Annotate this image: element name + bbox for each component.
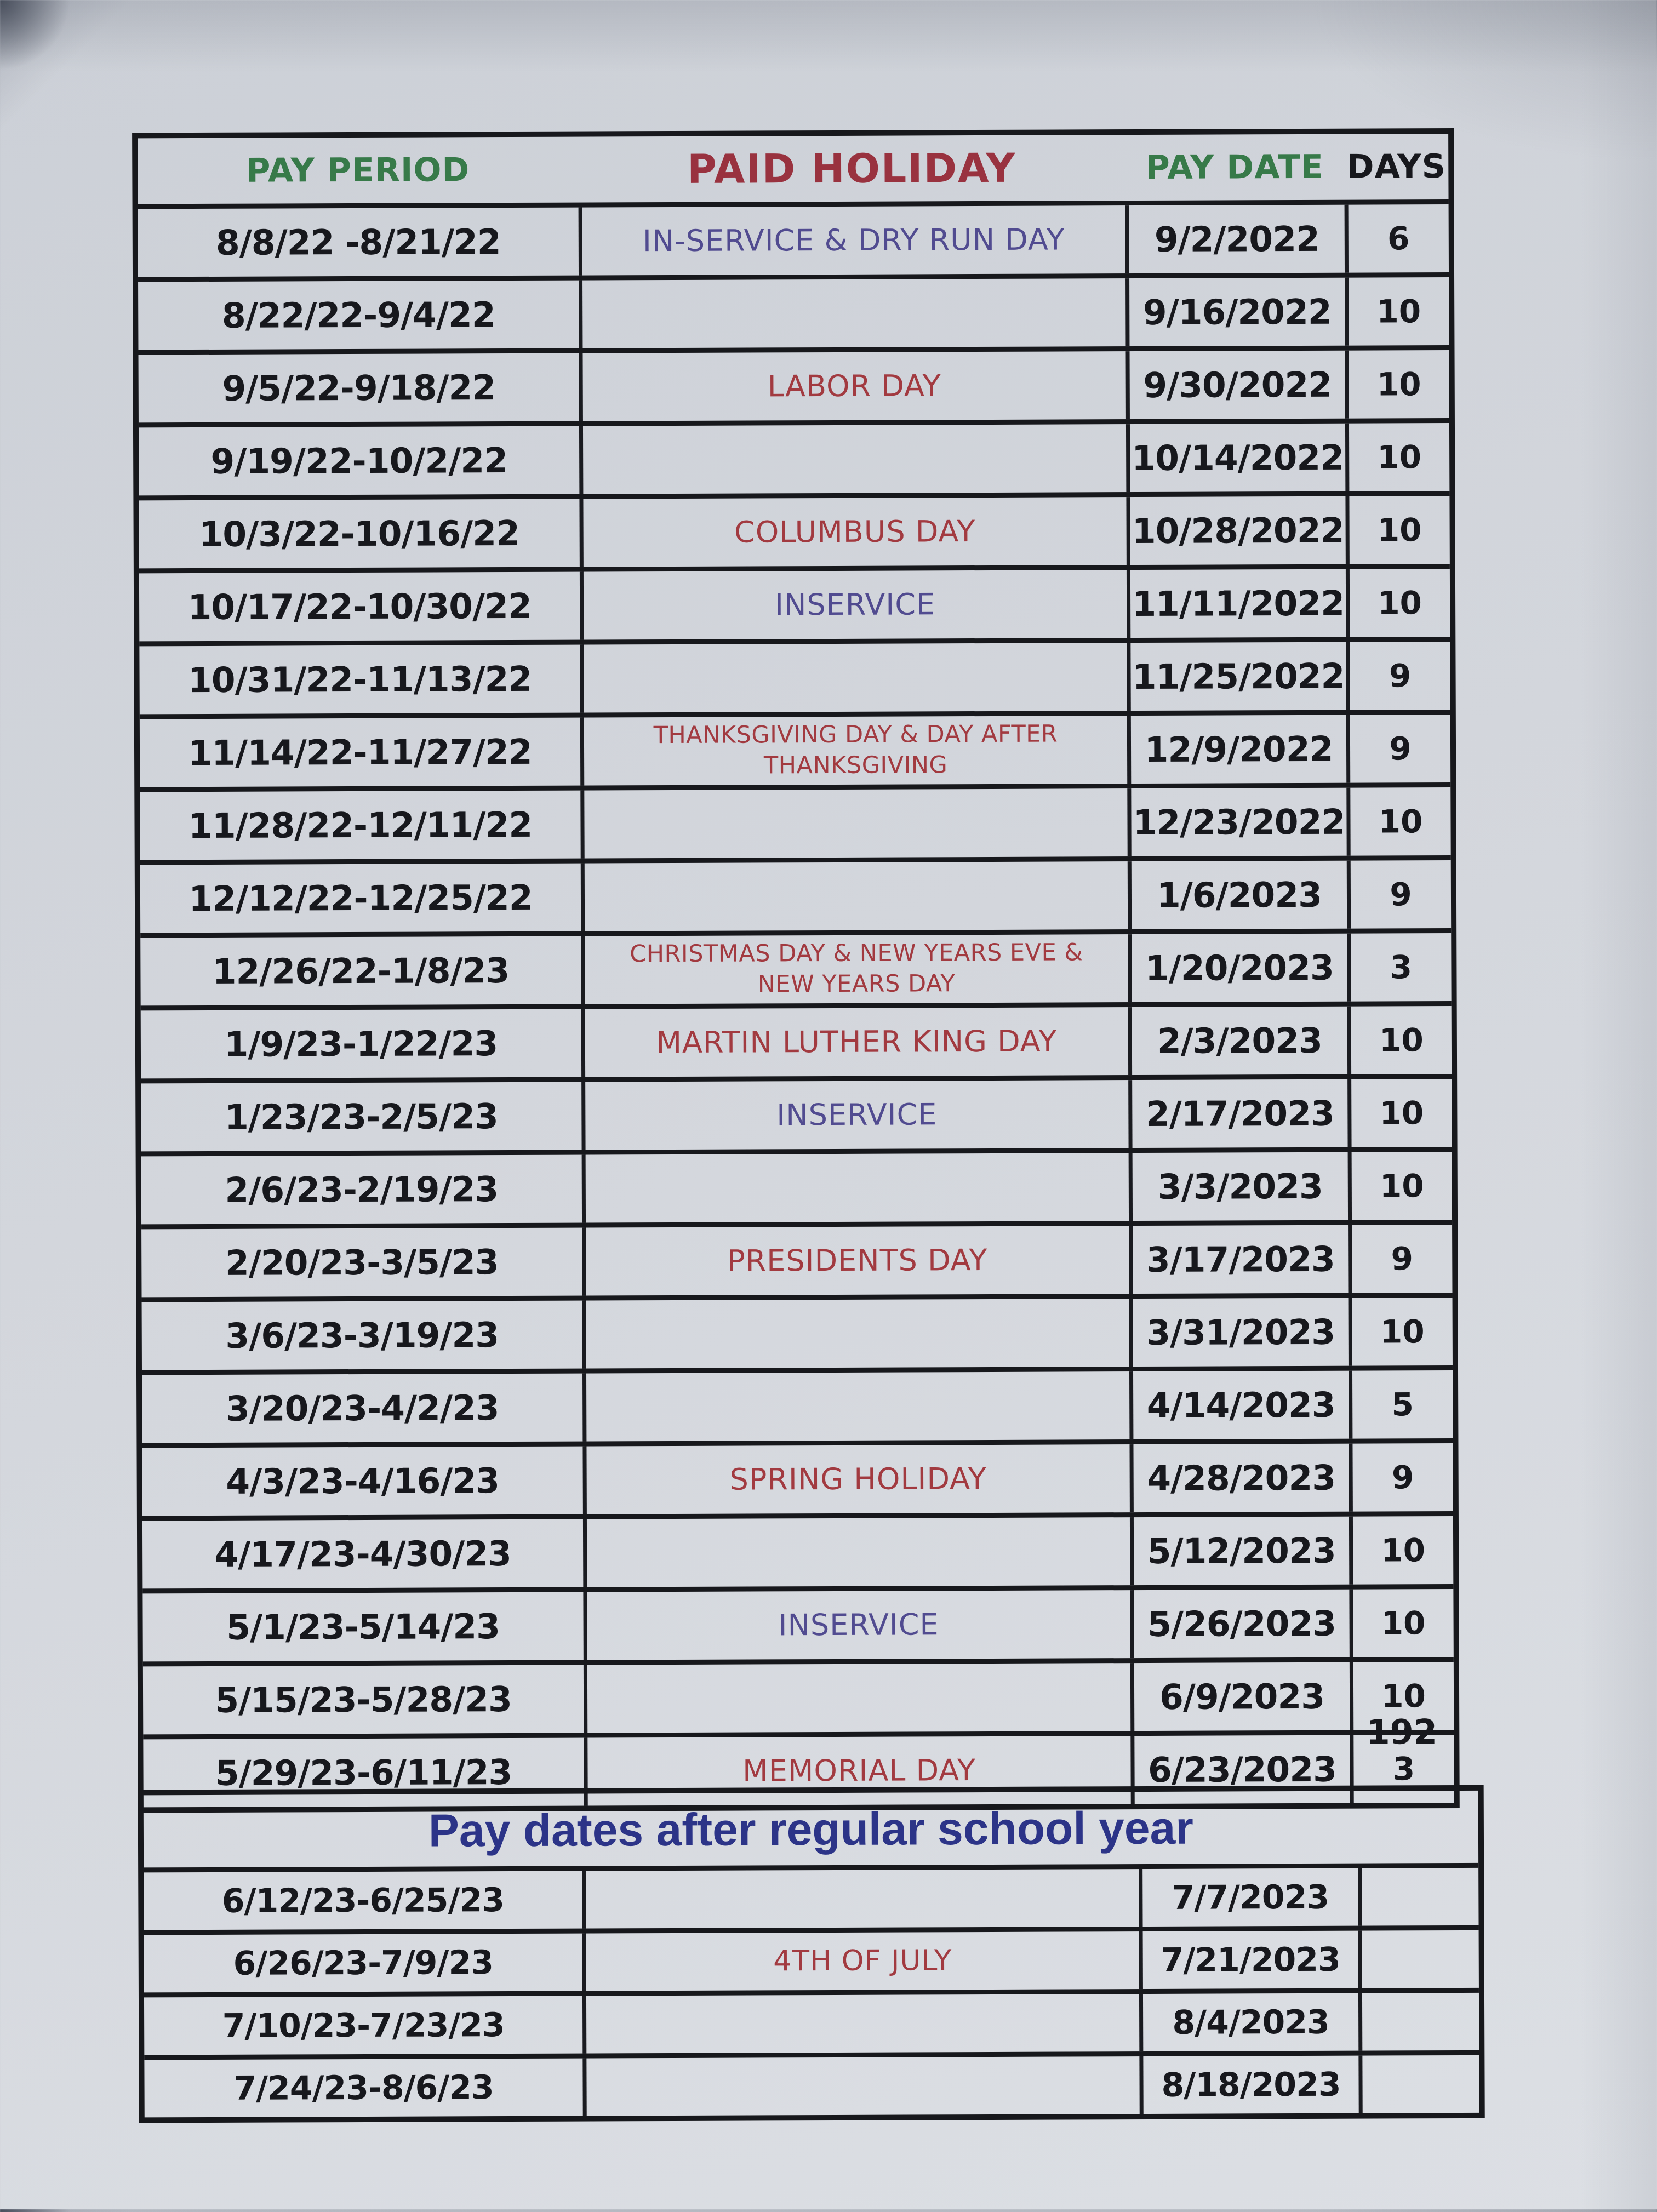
table-row <box>141 1147 1452 1224</box>
table-row <box>141 1220 1452 1297</box>
paid-holiday-cell: MARTIN LUTHER KING DAY <box>581 1007 1128 1077</box>
pay-date-cell: 2/3/2023 <box>1128 1007 1347 1075</box>
pay-date-header: PAY DATE <box>1145 147 1324 187</box>
pay-date-cell: 10/28/2022 <box>1126 496 1345 565</box>
days-cell: 10 <box>1345 423 1449 491</box>
pay-period-cell: 8/22/22-9/4/22 <box>221 294 495 336</box>
pay-period-cell: 1/23/23-2/5/23 <box>224 1096 498 1138</box>
pay-period-cell: 3/20/23-4/2/23 <box>225 1387 499 1429</box>
table-row <box>142 1293 1453 1370</box>
pay-date-cell: 7/21/2023 <box>1139 1931 1358 1989</box>
pay-period-cell: 3/6/23-3/19/23 <box>225 1314 499 1356</box>
summer-pay-dates-table <box>138 1785 1485 2123</box>
pay-schedule-table <box>132 128 1460 1813</box>
paid-holiday-cell: MEMORIAL DAY <box>584 1736 1130 1805</box>
pay-period-cell: 2/6/23-2/19/23 <box>225 1169 499 1210</box>
pay-period-cell: 2/20/23-3/5/23 <box>225 1242 499 1283</box>
pay-date-cell: 9/16/2022 <box>1125 278 1345 346</box>
pay-date-cell: 8/18/2023 <box>1139 2056 1358 2114</box>
days-header: DAYS <box>1346 147 1447 186</box>
table-row <box>138 345 1449 422</box>
paid-holiday-cell: THANKSGIVING DAY & DAY AFTER THANKSGIVING <box>580 716 1127 785</box>
paid-holiday-cell: IN-SERVICE & DRY RUN DAY <box>579 205 1125 275</box>
pay-date-cell: 9/2/2022 <box>1125 205 1345 273</box>
pay-period-cell: 12/26/22-1/8/23 <box>212 950 510 992</box>
pay-period-header: PAY PERIOD <box>246 151 470 190</box>
days-cell: 10 <box>1349 1298 1453 1366</box>
days-cell: 10 <box>1345 496 1449 564</box>
paid-holiday-cell <box>582 1153 1129 1222</box>
days-cell: 5 <box>1349 1370 1453 1439</box>
pay-date-cell: 12/23/2022 <box>1127 788 1346 856</box>
pay-period-cell: 5/29/23-6/11/23 <box>215 1752 512 1793</box>
pay-period-cell: 10/31/22-11/13/22 <box>187 659 532 700</box>
paid-holiday-cell <box>583 1517 1130 1587</box>
paid-holiday-header: PAID HOLIDAY <box>687 145 1016 193</box>
paid-holiday-cell: 4TH OF JULY <box>582 1931 1139 1991</box>
paid-holiday-cell <box>581 861 1128 931</box>
days-cell: 9 <box>1346 715 1450 783</box>
pay-date-cell: 5/12/2023 <box>1130 1517 1349 1585</box>
pay-period-cell: 8/8/22 -8/21/22 <box>215 221 501 263</box>
pay-date-cell: 7/7/2023 <box>1139 1868 1358 1927</box>
pay-period-cell: 12/12/22-12/25/22 <box>188 877 533 919</box>
table-row <box>140 928 1451 1005</box>
table-row <box>139 564 1450 641</box>
pay-date-cell: 6/9/2023 <box>1130 1662 1350 1731</box>
table-row <box>142 1365 1453 1443</box>
pay-period-cell: 7/10/23-7/23/23 <box>222 2005 505 2045</box>
days-cell: 10 <box>1348 1152 1452 1220</box>
pay-date-cell: 10/14/2022 <box>1126 424 1345 492</box>
pay-period-cell: 11/14/22-11/27/22 <box>188 731 532 773</box>
days-cell: 3 <box>1347 933 1451 1002</box>
table-row <box>142 1438 1453 1516</box>
days-cell: 10 <box>1347 1006 1452 1074</box>
pay-period-cell: 5/1/23-5/14/23 <box>226 1606 500 1648</box>
summer-table-title: Pay dates after regular school year <box>428 1802 1194 1856</box>
paid-holiday-cell <box>582 1371 1129 1441</box>
pay-period-cell: 4/3/23-4/16/23 <box>226 1460 500 1502</box>
paid-holiday-cell: LABOR DAY <box>579 351 1126 421</box>
pay-period-cell: 10/3/22-10/16/22 <box>199 513 519 555</box>
table-row <box>142 1511 1453 1588</box>
days-cell: 10 <box>1349 1589 1453 1657</box>
paid-holiday-cell <box>582 1299 1129 1368</box>
pay-period-cell: 6/26/23-7/9/23 <box>233 1943 494 1983</box>
pay-period-cell: 6/12/23-6/25/23 <box>221 1881 504 1921</box>
days-cell <box>1358 1930 1479 1988</box>
pay-date-cell: 12/9/2022 <box>1127 715 1346 784</box>
pay-period-cell: 10/17/22-10/30/22 <box>187 586 532 627</box>
pay-period-cell: 4/17/23-4/30/23 <box>214 1533 512 1575</box>
total-days-value: 192 <box>1366 1712 1438 1752</box>
table-row <box>140 782 1450 860</box>
paid-holiday-cell <box>584 1663 1130 1733</box>
table-row <box>141 1001 1452 1078</box>
table-row <box>138 199 1449 277</box>
table-row <box>144 1988 1479 2055</box>
pay-period-cell: 1/9/23-1/22/23 <box>224 1023 498 1065</box>
pay-date-cell: 4/28/2023 <box>1129 1444 1349 1512</box>
paid-holiday-cell <box>580 788 1127 858</box>
pay-date-cell: 11/25/2022 <box>1127 642 1346 711</box>
pay-date-cell: 9/30/2022 <box>1126 351 1345 419</box>
pay-period-cell: 5/15/23-5/28/23 <box>215 1679 512 1721</box>
pay-date-cell: 3/31/2023 <box>1129 1298 1349 1367</box>
table-row <box>138 272 1449 350</box>
paid-holiday-cell: INSERVICE <box>581 1080 1128 1150</box>
table-row <box>141 1074 1452 1151</box>
days-cell: 10 <box>1346 787 1450 856</box>
days-cell: 6 <box>1345 204 1449 273</box>
pay-period-cell: 11/28/22-12/11/22 <box>188 804 533 846</box>
paid-holiday-cell: INSERVICE <box>580 570 1127 639</box>
days-cell: 10 <box>1346 569 1450 637</box>
paid-holiday-cell <box>580 643 1127 712</box>
header-row <box>138 134 1448 204</box>
paid-holiday-cell <box>579 424 1126 494</box>
paid-holiday-cell: PRESIDENTS DAY <box>582 1226 1129 1295</box>
table-row <box>142 1584 1453 1661</box>
table-row <box>143 1657 1454 1734</box>
table-row <box>139 418 1449 495</box>
pay-date-cell: 3/17/2023 <box>1129 1225 1348 1294</box>
pay-period-cell: 9/5/22-9/18/22 <box>222 367 496 409</box>
table-row <box>144 2050 1479 2118</box>
days-cell: 9 <box>1348 1225 1452 1293</box>
table-row <box>144 1925 1479 1993</box>
pay-date-cell: 2/17/2023 <box>1128 1079 1347 1148</box>
paid-holiday-cell <box>582 2056 1139 2116</box>
pay-date-cell: 11/11/2022 <box>1127 569 1346 638</box>
pay-date-cell: 4/14/2023 <box>1129 1371 1349 1439</box>
days-cell: 10 <box>1350 1662 1454 1730</box>
paid-holiday-cell <box>579 278 1125 348</box>
days-cell: 10 <box>1345 277 1449 346</box>
days-cell: 9 <box>1349 1443 1453 1512</box>
days-cell: 9 <box>1346 642 1450 710</box>
table-row <box>140 710 1450 787</box>
paid-holiday-cell <box>582 1869 1139 1929</box>
pay-date-cell: 6/23/2023 <box>1130 1735 1350 1804</box>
pay-date-cell: 1/6/2023 <box>1128 861 1347 929</box>
table-row <box>140 855 1451 933</box>
days-cell <box>1358 2055 1479 2113</box>
paid-holiday-cell: COLUMBUS DAY <box>579 497 1126 567</box>
pay-date-cell: 8/4/2023 <box>1139 1993 1358 2051</box>
summer-table-title-row <box>144 1791 1478 1868</box>
days-cell: 3 <box>1350 1735 1454 1803</box>
table-row <box>139 491 1449 568</box>
pay-period-cell: 7/24/23-8/6/23 <box>233 2068 494 2108</box>
days-cell: 10 <box>1349 1516 1453 1585</box>
days-cell: 9 <box>1347 860 1451 929</box>
table-row <box>139 637 1450 714</box>
paid-holiday-cell: CHRISTMAS DAY & NEW YEARS EVE & NEW YEARS DAY <box>581 934 1128 1004</box>
days-cell <box>1358 1868 1478 1926</box>
pay-date-cell: 1/20/2023 <box>1128 934 1347 1002</box>
paid-holiday-cell: INSERVICE <box>583 1590 1130 1660</box>
pay-period-cell: 9/19/22-10/2/22 <box>210 440 508 482</box>
days-cell <box>1358 1993 1479 2051</box>
days-cell: 10 <box>1345 350 1449 419</box>
table-row <box>144 1863 1478 1930</box>
paid-holiday-cell: SPRING HOLIDAY <box>582 1444 1129 1514</box>
pay-date-cell: 5/26/2023 <box>1130 1590 1349 1658</box>
days-cell: 10 <box>1347 1079 1452 1147</box>
pay-date-cell: 3/3/2023 <box>1129 1152 1348 1221</box>
paid-holiday-cell <box>582 1994 1139 2054</box>
